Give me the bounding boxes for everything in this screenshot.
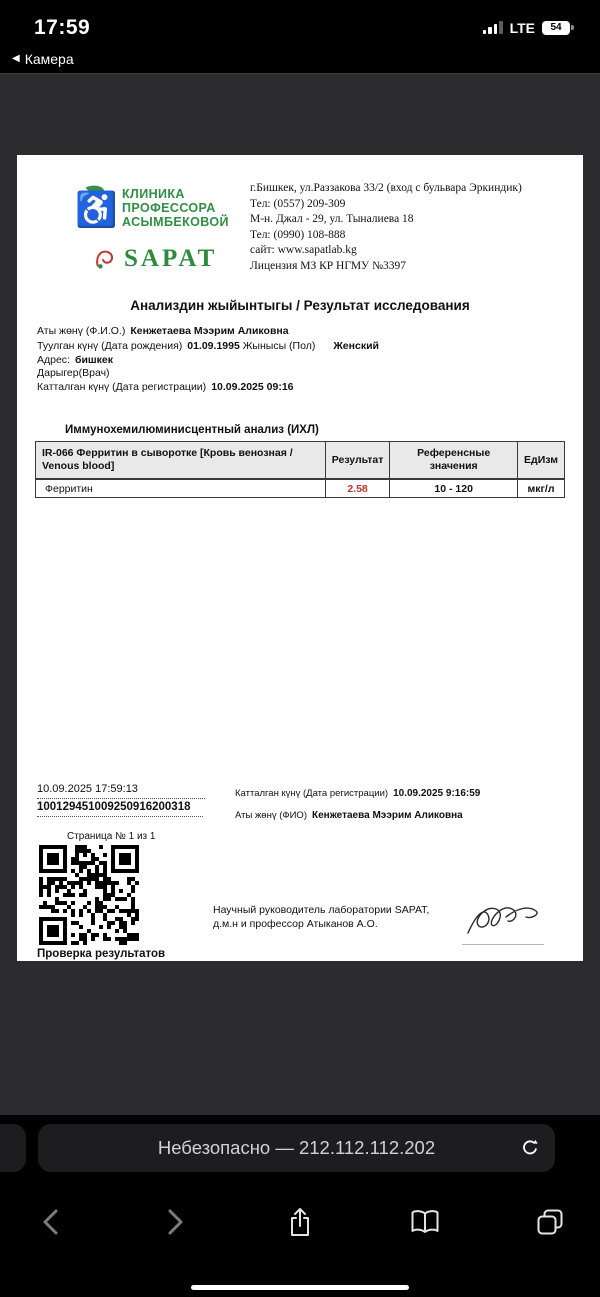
tabs-icon [536,1208,564,1236]
sapat-logo [93,245,217,273]
share-button[interactable] [280,1200,320,1244]
chevron-right-icon [168,1209,183,1235]
clock: 17:59 [34,15,91,39]
share-icon [287,1206,313,1238]
print-timestamp: 10.09.2025 17:59:13 [37,783,205,799]
address-value: бишкек [74,354,114,366]
contact-line: Тел: (0990) 108-888 [250,228,346,241]
back-to-camera-banner[interactable] [0,45,600,73]
address-bar[interactable] [38,1124,555,1172]
sapat-brand-text: SAPAT [124,245,218,272]
clinic-name [122,187,229,229]
footer-registration-line [235,788,480,799]
reference-range: 10 - 120 [390,480,518,498]
tabs-button[interactable] [530,1200,570,1244]
chevron-left-icon [43,1209,58,1235]
clinic-emblem [75,185,118,231]
footer-name-label: Аты жөнү (ФИО) [235,810,307,821]
registration-value: 10.09.2025 09:16 [211,381,294,393]
analysis-section-title: Иммунохемилюминисцентный анализ (ИХЛ) [65,424,319,436]
status-bar-right [483,20,574,36]
patient-sex [243,340,379,352]
safari-bottom-bar [0,1115,600,1297]
registration-line [37,381,294,393]
col-reference: Референсные значения [390,442,518,479]
sex-label: Жынысы (Пол) [242,340,316,352]
sapat-emblem-icon [93,247,117,271]
sex-value: Женский [333,340,379,352]
footer-name-line [235,810,463,821]
contact-line: г.Бишкек, ул.Раззакова 33/2 (вход с бульвара Эркиндик) [250,182,522,194]
qr-code [39,845,139,945]
patient-name: Кенжетаева Мээрим Аликовна [130,325,289,337]
birth-date: 01.09.1995 [187,340,240,352]
safari-nav-row [0,1183,600,1261]
footer-registration-value: 10.09.2025 9:16:59 [393,788,481,799]
patient-name-line [37,325,289,337]
report-title: Анализдин жыйынтыгы / Результат исследования [130,298,470,313]
cellular-signal-icon [483,21,503,34]
forward-button[interactable] [155,1200,195,1244]
signature [462,895,544,945]
address-label: Адрес: [37,354,70,366]
birth-date-label: Туулган күнү (Дата рождения) [37,340,183,352]
analyte-name: Ферритин [36,480,326,498]
clinic-contact-block [250,181,572,274]
back-triangle-icon: ◀ [12,53,20,64]
patient-name-label: Аты жөнү (Ф.И.О.) [37,325,126,337]
contact-line: Тел: (0557) 209-309 [250,197,346,210]
document-number: 100129451009250916200318 [37,801,203,817]
page-indicator: Страница № 1 из 1 [67,831,156,842]
verify-results-label: Проверка результатов [37,948,166,960]
clinic-name-line2: ПРОФЕССОРА [122,201,216,215]
supervisor-line2: д.м.н и профессор Атыканов А.О. [213,918,378,930]
network-type-label: LTE [509,19,535,36]
doctor-line [37,367,110,379]
results-table [35,441,565,498]
supervisor-line1: Научный руководитель лаборатории SAPAT, [213,904,430,916]
col-unit: ЕдИзм [518,442,565,479]
book-icon [410,1209,440,1235]
status-bar [0,0,600,45]
adjacent-tab-stub[interactable] [0,1124,26,1172]
footer-name-value: Кенжетаева Мээрим Аликовна [312,810,463,821]
wheelchair-icon: ♿ [75,191,118,229]
battery-percent: 54 [550,22,562,33]
col-test: IR-066 Ферритин в сыворотке [Кровь венозная / Venous blood] [36,442,326,479]
contact-line: сайт: www.sapatlab.kg [250,244,357,256]
footer-registration-label: Катталган күнү (Дата регистрации) [235,788,389,799]
back-app-name: Камера [24,51,74,67]
table-row [36,480,565,498]
clinic-name-line3: АСЫМБЕКОВОЙ [122,215,229,229]
lab-report-document [17,155,583,961]
clinic-logo [75,185,229,231]
patient-address-line [37,354,113,366]
registration-label: Катталган күнү (Дата регистрации) [37,381,207,393]
bookmarks-button[interactable] [405,1200,445,1244]
unit-value: мкг/л [518,480,565,498]
col-result: Результат [325,442,390,479]
patient-birth-line [37,340,379,352]
table-header-row [36,442,565,479]
contact-line: Лицензия МЗ КР НГМУ №3397 [250,259,407,272]
result-value: 2.58 [325,480,390,498]
back-button[interactable] [30,1200,70,1244]
battery-icon [542,21,570,35]
reload-icon[interactable] [519,1137,541,1159]
contact-line: М-н. Джал - 29, ул. Тыналиева 18 [250,213,414,225]
supervisor-block [213,903,429,931]
home-indicator[interactable] [191,1285,409,1290]
clinic-name-line1: КЛИНИКА [122,187,185,201]
doctor-label: Дарыгер(Врач) [37,367,110,379]
address-text: Небезопасно — 212.112.112.202 [157,1137,436,1158]
